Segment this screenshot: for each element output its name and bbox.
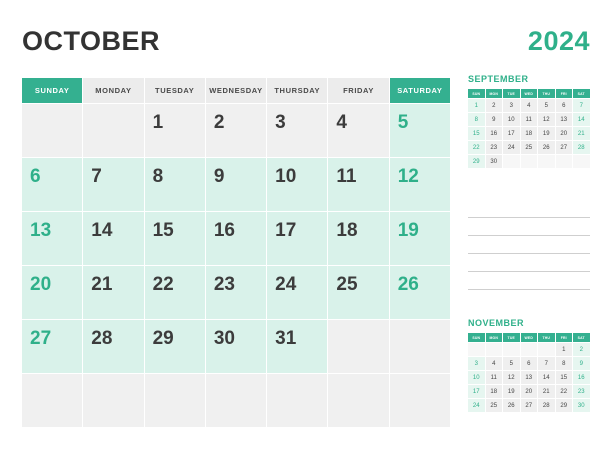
september-week-row — [468, 99, 590, 112]
november-weekday-header-sun: SUN — [468, 333, 485, 342]
day-number: 8 — [152, 166, 164, 187]
day-number: 27 — [30, 328, 52, 349]
note-line[interactable] — [468, 236, 590, 254]
november-day-cell[interactable]: 14 — [538, 371, 555, 384]
november-week-row — [468, 385, 590, 398]
day-cell[interactable] — [328, 266, 388, 319]
day-cell[interactable] — [267, 320, 327, 373]
november-day-cell[interactable]: 24 — [468, 399, 485, 412]
day-cell[interactable] — [390, 158, 450, 211]
weekday-header-friday: FRIDAY — [328, 78, 388, 103]
november-day-cell[interactable]: 12 — [503, 371, 520, 384]
september-day-cell[interactable]: 7 — [573, 99, 590, 112]
september-day-cell[interactable]: 6 — [556, 99, 573, 112]
day-cell[interactable] — [145, 158, 205, 211]
september-weekday-header-thu: THU — [538, 89, 555, 98]
day-number: 9 — [213, 166, 225, 187]
day-number: 3 — [275, 112, 286, 133]
september-day-cell[interactable]: 13 — [556, 113, 573, 126]
november-day-cell[interactable]: 1 — [556, 343, 573, 356]
september-day-cell-empty — [521, 155, 538, 168]
calendar-week-row — [22, 374, 450, 427]
day-number: 5 — [397, 112, 409, 133]
september-day-cell[interactable]: 14 — [573, 113, 590, 126]
day-number: 2 — [213, 112, 225, 133]
day-number: 25 — [336, 274, 358, 295]
day-number: 21 — [91, 274, 113, 295]
september-day-cell[interactable]: 25 — [521, 141, 538, 154]
note-line[interactable] — [468, 218, 590, 236]
november-day-cell[interactable]: 9 — [573, 357, 590, 370]
day-cell[interactable] — [206, 104, 266, 157]
november-day-cell[interactable]: 5 — [503, 357, 520, 370]
november-day-cell[interactable]: 20 — [521, 385, 538, 398]
september-weekday-header-wed: WED — [521, 89, 538, 98]
weekday-header-wednesday: WEDNESDAY — [206, 78, 266, 103]
september-day-cell[interactable]: 21 — [573, 127, 590, 140]
september-day-cell[interactable]: 8 — [468, 113, 485, 126]
day-number: 4 — [336, 112, 347, 133]
september-day-cell[interactable]: 1 — [468, 99, 485, 112]
day-number: 13 — [30, 220, 52, 241]
november-day-cell-empty — [521, 343, 538, 356]
day-cell[interactable] — [328, 212, 388, 265]
november-day-cell[interactable]: 21 — [538, 385, 555, 398]
november-day-cell-empty — [503, 343, 520, 356]
november-day-cell[interactable]: 8 — [556, 357, 573, 370]
november-weekday-header-thu: THU — [538, 333, 555, 342]
day-number: 17 — [275, 220, 297, 241]
september-week-row — [468, 141, 590, 154]
weekday-header-row — [22, 78, 450, 103]
day-cell-empty — [22, 374, 82, 427]
november-day-cell[interactable]: 26 — [503, 399, 520, 412]
november-week-row — [468, 371, 590, 384]
day-cell[interactable] — [390, 104, 450, 157]
weekday-header-sunday: SUNDAY — [22, 78, 82, 103]
weekday-header-monday: MONDAY — [83, 78, 143, 103]
september-week-row — [468, 113, 590, 126]
day-cell[interactable] — [83, 158, 143, 211]
day-number: 30 — [213, 328, 235, 349]
september-week-row — [468, 155, 590, 168]
september-title: SEPTEMBER — [468, 74, 529, 84]
day-cell-empty — [390, 374, 450, 427]
day-number: 19 — [397, 220, 419, 241]
november-weekday-header-row — [468, 333, 590, 342]
day-cell-empty — [328, 320, 388, 373]
day-cell-empty — [83, 374, 143, 427]
november-day-cell[interactable]: 22 — [556, 385, 573, 398]
day-cell-empty — [83, 104, 143, 157]
day-cell[interactable] — [145, 212, 205, 265]
calendar-week-row — [22, 320, 450, 373]
november-weekday-header-tue: TUE — [503, 333, 520, 342]
november-day-cell-empty — [538, 343, 555, 356]
november-day-cell[interactable]: 4 — [486, 357, 503, 370]
november-weekday-header-wed: WED — [521, 333, 538, 342]
november-day-cell[interactable]: 13 — [521, 371, 538, 384]
september-day-cell[interactable]: 10 — [503, 113, 520, 126]
year-label: 2024 — [527, 25, 590, 56]
day-number: 23 — [213, 274, 235, 295]
day-number: 15 — [152, 220, 174, 241]
september-day-cell[interactable]: 24 — [503, 141, 520, 154]
note-line[interactable] — [468, 200, 590, 218]
september-grid — [468, 89, 590, 168]
november-day-cell[interactable]: 15 — [556, 371, 573, 384]
day-cell[interactable] — [328, 158, 388, 211]
day-cell-empty — [328, 374, 388, 427]
day-cell[interactable] — [145, 266, 205, 319]
november-day-cell[interactable]: 28 — [538, 399, 555, 412]
september-day-cell[interactable]: 27 — [556, 141, 573, 154]
september-week-row — [468, 127, 590, 140]
november-day-cell[interactable]: 18 — [486, 385, 503, 398]
september-day-cell[interactable]: 23 — [486, 141, 503, 154]
september-day-cell[interactable]: 15 — [468, 127, 485, 140]
day-number: 16 — [213, 220, 235, 241]
day-cell[interactable] — [206, 212, 266, 265]
september-day-cell[interactable]: 9 — [486, 113, 503, 126]
november-day-cell[interactable]: 10 — [468, 371, 485, 384]
day-cell[interactable] — [267, 212, 327, 265]
note-line[interactable] — [468, 272, 590, 290]
day-number: 24 — [275, 274, 297, 295]
september-day-cell-empty — [538, 155, 555, 168]
weekday-header-thursday: THURSDAY — [267, 78, 327, 103]
page-title: OCTOBER — [22, 25, 161, 56]
november-grid — [468, 333, 590, 412]
november-day-cell[interactable]: 7 — [538, 357, 555, 370]
day-number: 7 — [91, 166, 102, 187]
november-week-row — [468, 343, 590, 356]
november-week-row — [468, 357, 590, 370]
day-cell[interactable] — [145, 320, 205, 373]
november-day-cell[interactable]: 30 — [573, 399, 590, 412]
september-day-cell[interactable]: 2 — [486, 99, 503, 112]
september-mini-calendar — [468, 74, 590, 168]
note-line[interactable] — [468, 254, 590, 272]
page-header — [22, 24, 590, 58]
day-number: 31 — [275, 328, 297, 349]
weekday-header-saturday: SATURDAY — [390, 78, 450, 103]
calendar-week-row — [22, 266, 450, 319]
calendar-weeks — [22, 104, 450, 427]
day-cell-empty — [390, 320, 450, 373]
november-day-cell[interactable]: 16 — [573, 371, 590, 384]
september-day-cell[interactable]: 16 — [486, 127, 503, 140]
november-day-cell[interactable]: 6 — [521, 357, 538, 370]
november-day-cell[interactable]: 25 — [486, 399, 503, 412]
day-cell-empty — [145, 374, 205, 427]
day-number: 6 — [30, 166, 41, 187]
day-cell[interactable] — [390, 266, 450, 319]
september-day-cell[interactable]: 4 — [521, 99, 538, 112]
day-number: 20 — [30, 274, 52, 295]
november-mini-calendar — [468, 318, 590, 412]
day-cell[interactable] — [22, 266, 82, 319]
november-day-cell-empty — [468, 343, 485, 356]
day-number: 22 — [152, 274, 174, 295]
september-day-cell[interactable]: 26 — [538, 141, 555, 154]
day-cell[interactable] — [206, 320, 266, 373]
day-cell[interactable] — [390, 212, 450, 265]
day-cell[interactable] — [267, 266, 327, 319]
day-cell[interactable] — [83, 212, 143, 265]
september-day-cell[interactable]: 11 — [521, 113, 538, 126]
day-cell[interactable] — [206, 158, 266, 211]
day-number: 26 — [397, 274, 419, 295]
november-week-row — [468, 399, 590, 412]
calendar-week-row — [22, 212, 450, 265]
november-day-cell[interactable]: 11 — [486, 371, 503, 384]
notes-area — [468, 200, 590, 290]
september-day-cell[interactable]: 30 — [486, 155, 503, 168]
november-day-cell-empty — [486, 343, 503, 356]
september-weekday-header-mon: MON — [486, 89, 503, 98]
september-day-cell[interactable]: 3 — [503, 99, 520, 112]
day-cell[interactable] — [206, 266, 266, 319]
calendar-week-row — [22, 158, 450, 211]
november-day-cell[interactable]: 19 — [503, 385, 520, 398]
november-day-cell[interactable]: 23 — [573, 385, 590, 398]
september-day-cell[interactable]: 12 — [538, 113, 555, 126]
september-day-cell[interactable]: 5 — [538, 99, 555, 112]
day-cell[interactable] — [83, 266, 143, 319]
september-day-cell[interactable]: 17 — [503, 127, 520, 140]
day-number: 14 — [91, 220, 113, 241]
calendar-week-row — [22, 104, 450, 157]
november-day-cell[interactable]: 27 — [521, 399, 538, 412]
day-number: 11 — [336, 166, 357, 187]
september-weekday-header-row — [468, 89, 590, 98]
day-number: 18 — [336, 220, 358, 241]
september-day-cell-empty — [556, 155, 573, 168]
day-number: 12 — [397, 166, 419, 187]
day-cell[interactable] — [22, 320, 82, 373]
day-cell[interactable] — [145, 104, 205, 157]
september-day-cell[interactable]: 19 — [538, 127, 555, 140]
september-weekday-header-fri: FRI — [556, 89, 573, 98]
september-weekday-header-sat: SAT — [573, 89, 590, 98]
day-cell-empty — [267, 374, 327, 427]
november-weekday-header-sat: SAT — [573, 333, 590, 342]
september-day-cell-empty — [503, 155, 520, 168]
day-cell-empty — [22, 104, 82, 157]
day-number: 28 — [91, 328, 113, 349]
september-day-cell[interactable]: 22 — [468, 141, 485, 154]
day-cell[interactable] — [267, 158, 327, 211]
september-day-cell[interactable]: 20 — [556, 127, 573, 140]
september-day-cell[interactable]: 28 — [573, 141, 590, 154]
september-day-cell[interactable]: 29 — [468, 155, 485, 168]
main-calendar — [22, 78, 450, 427]
november-weekday-header-mon: MON — [486, 333, 503, 342]
day-cell[interactable] — [22, 158, 82, 211]
november-title: NOVEMBER — [468, 318, 525, 328]
day-cell-empty — [206, 374, 266, 427]
weekday-header-tuesday: TUESDAY — [145, 78, 205, 103]
november-day-cell[interactable]: 2 — [573, 343, 590, 356]
september-weekday-header-tue: TUE — [503, 89, 520, 98]
november-weekday-header-fri: FRI — [556, 333, 573, 342]
day-cell[interactable] — [267, 104, 327, 157]
november-day-cell[interactable]: 17 — [468, 385, 485, 398]
day-cell[interactable] — [22, 212, 82, 265]
day-number: 10 — [275, 166, 297, 187]
september-day-cell[interactable]: 18 — [521, 127, 538, 140]
november-day-cell[interactable]: 3 — [468, 357, 485, 370]
day-number: 1 — [152, 112, 164, 133]
day-number: 29 — [152, 328, 174, 349]
november-day-cell[interactable]: 29 — [556, 399, 573, 412]
september-day-cell-empty — [573, 155, 590, 168]
day-cell[interactable] — [83, 320, 143, 373]
september-weekday-header-sun: SUN — [468, 89, 485, 98]
day-cell[interactable] — [328, 104, 388, 157]
